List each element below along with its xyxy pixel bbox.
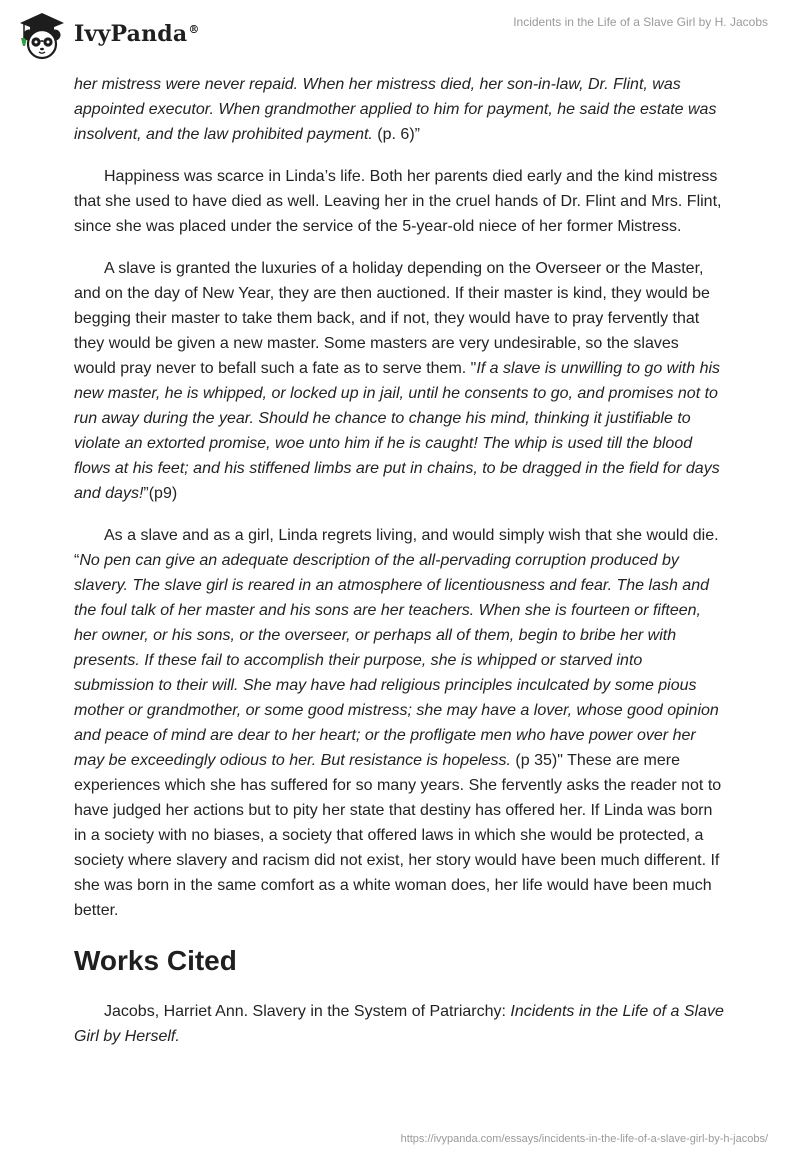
citation: (p. 6)” [372, 126, 420, 143]
paragraph-regrets [74, 523, 724, 923]
document-title: Incidents in the Life of a Slave Girl by H. Jacobs [513, 15, 768, 29]
paragraph-happiness: Happiness was scarce in Linda’s life. Both her parents died early and the kind mistress that she used to have died as well. Leaving her in the cruel hands of Dr. Flint and Mrs. Flint, since she was placed under the service of the 5-year-old niece of her former Mistress. [74, 168, 722, 235]
paragraph-text: A slave is granted the luxuries of a holiday depending on the Overseer or the Master, and on the day of New Year, they are then auctioned. If their master is kind, they would be begging their master to take them back, and if not, they would have to pray fervently that they would be given a new master. Some masters are very undesirable, so the slaves would pray never to befall such a fate as to serve them. " [74, 260, 710, 377]
paragraph-holiday [74, 256, 724, 506]
source-url[interactable]: https://ivypanda.com/essays/incidents-in-the-life-of-a-slave-girl-by-h-jacobs/ [400, 1133, 768, 1145]
citation: ”(p9) [143, 485, 178, 502]
essay-body [74, 72, 724, 1066]
entry-author: Jacobs, Harriet Ann. Slavery in the System of Patriarchy: [104, 1003, 511, 1020]
logo-wordmark: IvyPanda® [74, 21, 200, 47]
paragraph-lead: As a slave and as a girl, Linda regrets living, and would simply wish that she would die. “ [74, 527, 719, 569]
quote-text: If a slave is unwilling to go with his new master, he is whipped, or locked up in jail, until he consents to go, and promises not to run away during the year. Should he chance to change his mind, thinking it justifiable to violate an extorted promise, woe unto him if he is caught! The whip is used till the blood flows at his feet; and his stiffened limbs are put in chains, to be dragged in the field for days and days! [74, 360, 721, 502]
works-cited-heading: Works Cited [74, 945, 237, 976]
entry-title: Incidents in the Life of a Slave Girl by Herself. [74, 1003, 724, 1045]
quote-text: her mistress were never repaid. When her mistress died, her son-in-law, Dr. Flint, was appointed executor. When grandmother applied to him for payment, he said the estate was insolvent, and the law prohibited payment. [74, 76, 717, 143]
page-header [0, 0, 800, 70]
quote-text: No pen can give an adequate description of the all-pervading corruption produced by slavery. The slave girl is reared in an atmosphere of licentiousness and fear. The lash and the foul talk of her master and his sons are her teachers. When she is fourteen or fifteen, her owner, or his sons, or the overseer, or perhaps all of them, begin to bribe her with presents. If these fail to accomplish their purpose, she is whipped or starved into submission to their will. She may have had religious principles inculcated by some pious mother or grandmother, or some good mistress; she may have a lover, whose good opinion and peace of mind are dear to her heart; or the profligate men who have power over her may be exceedingly odious to her. But resistance is hopeless. [74, 552, 719, 769]
ivypanda-logo[interactable] [14, 8, 200, 60]
paragraph-tail: (p 35)" These are mere experiences which she has suffered for so many years. She fervently asks the reader not to have judged her actions but to pity her state that destiny has offered her. If Linda was born in a society with no biases, a society that offered laws in which she would be protected, a society where slavery and racism did not exist, her story would have been much different. If she was born in the same comfort as a white woman does, her life would have been much better. [74, 752, 722, 919]
works-cited-entry [74, 999, 724, 1049]
paragraph-quote-continuation [74, 72, 724, 147]
panda-graduate-icon [14, 8, 70, 60]
